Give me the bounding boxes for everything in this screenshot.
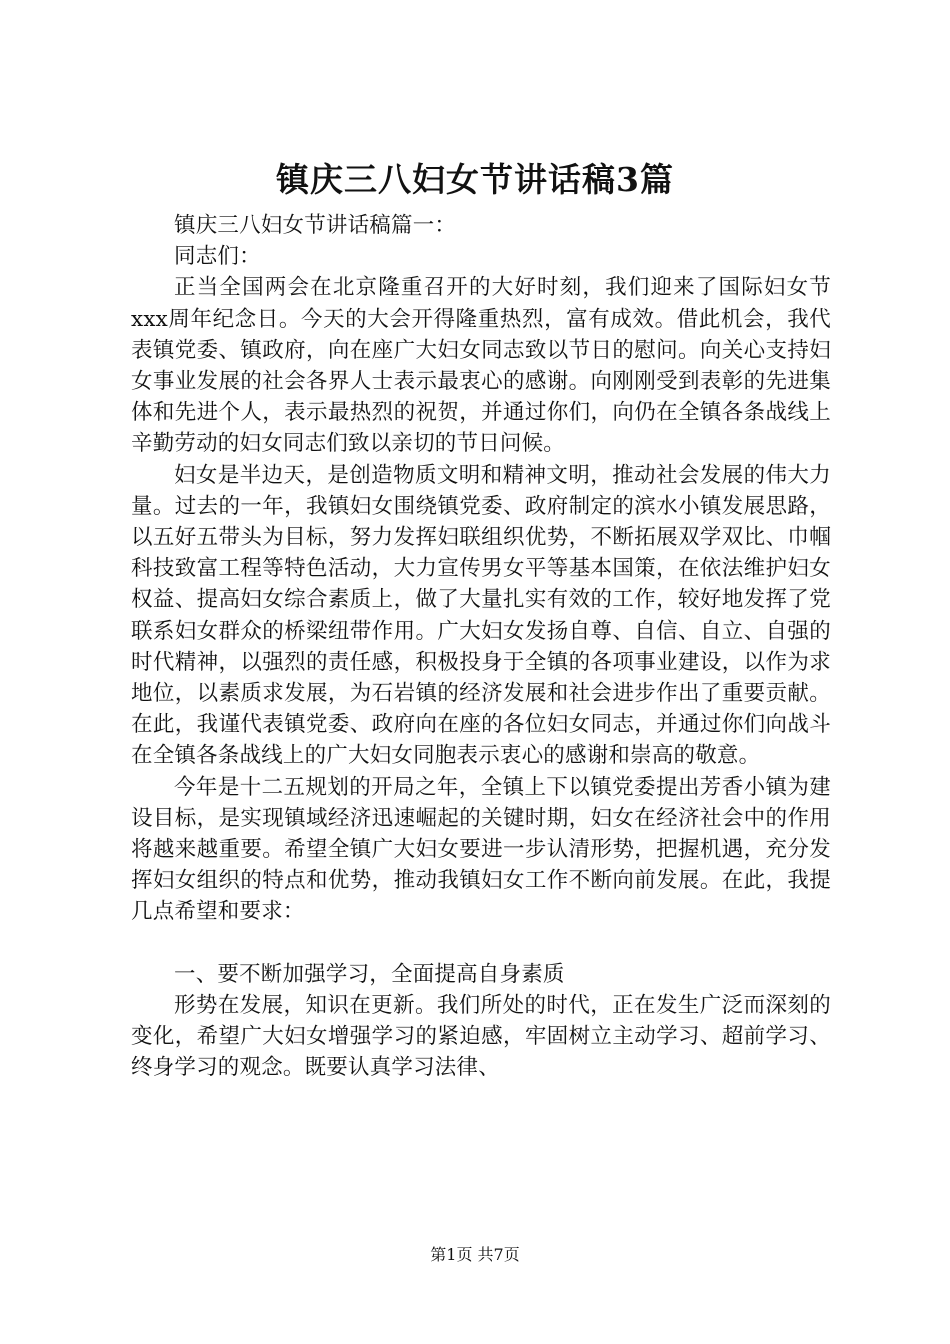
salutation: 同志们：: [174, 244, 261, 270]
body-paragraph: 正当全国两会在北京隆重召开的大好时刻，我们迎来了国际妇女节xxx周年纪念日。今天的大会开得隆重热烈，富有成效。借此机会，我代表镇党委、镇政府，向在座广大妇女同志致以节日的慰问。向关心支持妇女事业发展的社会各界人士表示最衷心的感谢。向刚刚受到表彰的先进集体和先进个人，表示最热烈的祝贺，并通过你们，向仍在全镇各条战线上辛勤劳动的妇女同志们致以亲切的节日问候。: [131, 275, 831, 457]
page-number: 第1页 共7页: [430, 1245, 520, 1264]
document-body: [131, 210, 831, 1083]
document-title: 镇庆三八妇女节讲话稿3篇: [276, 160, 674, 199]
body-paragraph: 今年是十二五规划的开局之年，全镇上下以镇党委提出芳香小镇为建设目标，是实现镇域经济迅速崛起的关键时期，妇女在经济社会中的作用将越来越重要。希望全镇广大妇女要进一步认清形势，把握机遇，充分发挥妇女组织的特点和优势，推动我镇妇女工作不断向前发展。在此，我提几点希望和要求：: [131, 774, 831, 925]
subsection-heading: 一、要不断加强学习，全面提高自身素质: [174, 961, 565, 987]
section-heading: 镇庆三八妇女节讲话稿篇一：: [174, 213, 457, 238]
body-paragraph: 形势在发展，知识在更新。我们所处的时代，正在发生广泛而深刻的变化，希望广大妇女增强学习的紧迫感，牢固树立主动学习、超前学习、终身学习的观念。既要认真学习法律、: [131, 992, 831, 1081]
body-paragraph: 妇女是半边天，是创造物质文明和精神文明，推动社会发展的伟大力量。过去的一年，我镇妇女围绕镇党委、政府制定的滨水小镇发展思路，以五好五带头为目标，努力发挥妇联组织优势，不断拓展双学双比、巾帼科技致富工程等特色活动，大力宣传男女平等基本国策，在依法维护妇女权益、提高妇女综合素质上，做了大量扎实有效的工作，较好地发挥了党联系妇女群众的桥梁纽带作用。广大妇女发扬自尊、自信、自立、自强的时代精神，以强烈的责任感，积极投身于全镇的各项事业建设，以作为求地位，以素质求发展，为石岩镇的经济发展和社会进步作出了重要贡献。在此，我谨代表镇党委、政府向在座的各位妇女同志，并通过你们向战斗在全镇各条战线上的广大妇女同胞表示衷心的感谢和崇高的敬意。: [131, 462, 831, 769]
